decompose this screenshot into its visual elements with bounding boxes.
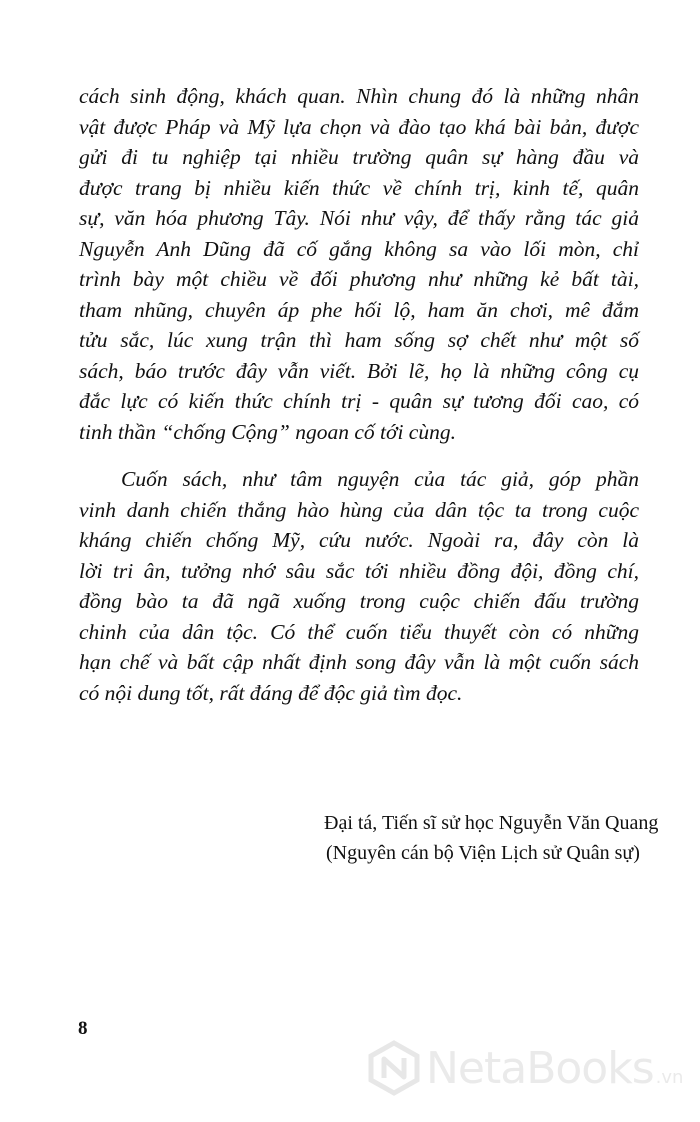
text-line: tửu sắc, lúc xung trận thì ham sống sợ chết như một số [79,328,639,352]
text-line: lời tri ân, tưởng nhớ sâu sắc tới nhiều đồng đội, đồng chí, [79,558,639,583]
text-line: vinh danh chiến thắng hào hùng của dân tộc ta trong cuộc [79,497,639,522]
paragraph-gap [79,447,639,464]
author-name: Đại tá, Tiến sĩ sử học Nguyễn Văn Quang [324,812,659,834]
netabooks-logo-icon [366,1040,422,1096]
text-line: có nội dung tốt, rất đáng để độc giả tìm đọc. [79,680,463,705]
text-line: gửi đi tu nghiệp tại nhiều trường quân sự hàng đầu và [79,145,639,169]
text-line: cách sinh động, khách quan. Nhìn chung đó là những nhân [79,84,639,108]
paragraph-2 [79,464,639,708]
text-line: đắc lực có kiến thức chính trị - quân sự tương đối cao, có [79,389,639,413]
text-line: chinh của dân tộc. Có thể cuốn tiểu thuyết còn có những [79,619,639,644]
author-title: (Nguyên cán bộ Viện Lịch sử Quân sự) [326,842,640,864]
text-line: sách, báo trước đây vẫn viết. Bởi lẽ, họ là những công cụ [79,358,639,383]
paragraph-1 [79,81,639,447]
text-line: tinh thần “chống Cộng” ngoan cố tới cùng. [79,419,456,444]
text-line: đồng bào ta đã ngã xuống trong cuộc chiến đấu trường [79,589,639,613]
text-line: kháng chiến chống Mỹ, cứu nước. Ngoài ra, đây còn là [79,528,639,552]
signature-block [324,808,684,868]
text-line: được trang bị nhiều kiến thức về chính trị, kinh tế, quân [79,175,639,200]
text-line: sự, văn hóa phương Tây. Nói như vậy, để thấy rằng tác giả [79,206,639,230]
text-line: Cuốn sách, như tâm nguyện của tác giả, góp phần [121,467,639,491]
text-line: trình bày một chiều về đối phương như những kẻ bất tài, [79,267,639,291]
watermark-text: NetaBooks [426,1042,654,1094]
text-line: vật được Pháp và Mỹ lựa chọn và đào tạo khá bài bản, được [79,114,639,139]
text-line: tham nhũng, chuyên áp phe hối lộ, ham ăn chơi, mê đắm [79,297,639,322]
watermark [366,1036,696,1100]
watermark-suffix: .vn [655,1067,684,1088]
text-line: Nguyễn Anh Dũng đã cố gắng không sa vào lối mòn, chỉ [79,236,639,261]
page-number: 8 [78,1018,88,1039]
text-line: hạn chế và bất cập nhất định song đây vẫn là một cuốn sách [79,650,639,674]
body-text [79,81,639,708]
